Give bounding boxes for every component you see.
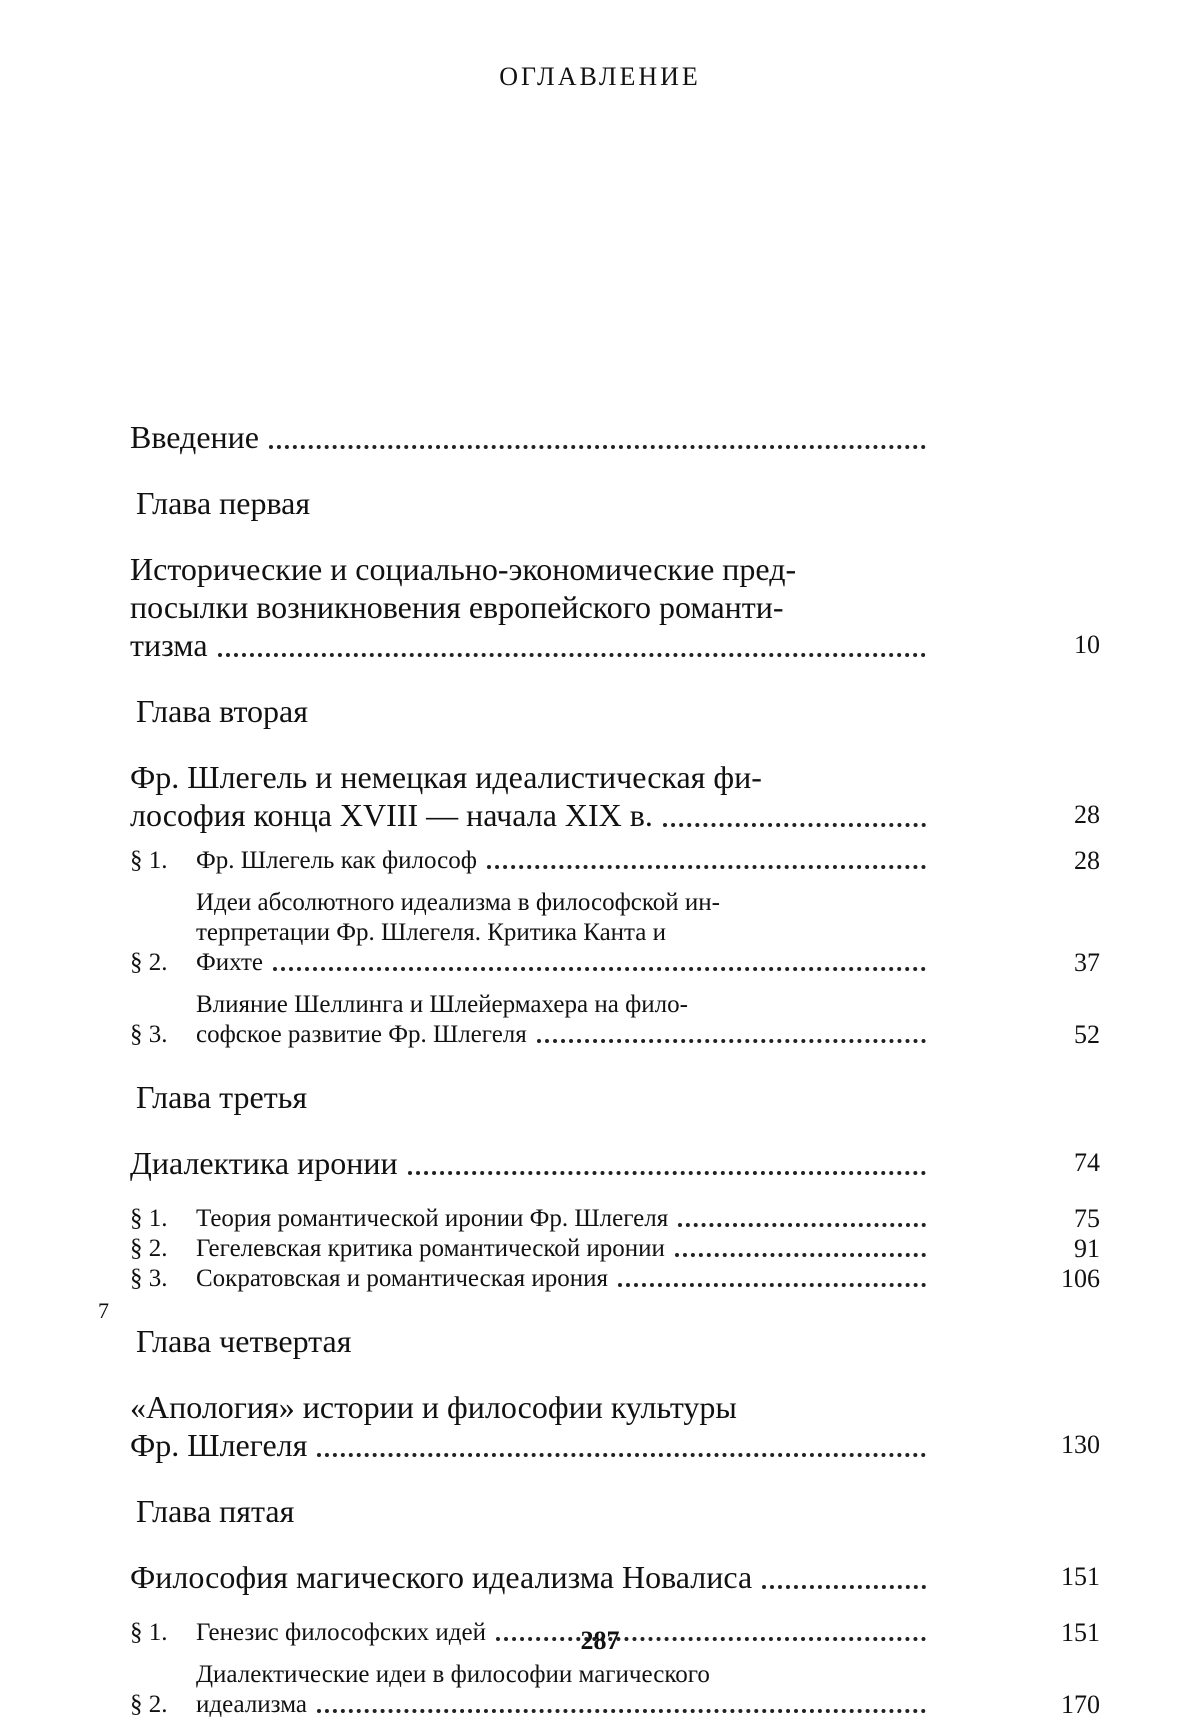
section-line: Влияние Шеллинга и Шлейермахера на фило-: [196, 991, 688, 1018]
toc-entry-title: Диалектика иронии: [130, 1145, 398, 1181]
section-title: Генезис философских идей: [196, 1619, 486, 1646]
toc-section-2-1[interactable]: [130, 846, 1100, 876]
table-of-contents: [130, 418, 1100, 1720]
section-title: Теория романтической иронии Фр. Шлегеля: [196, 1205, 669, 1232]
dot-leader: [317, 1453, 926, 1457]
section-line: идеализма: [196, 1691, 307, 1718]
section-line: Идеи абсолютного идеализма в философской ин-: [196, 889, 720, 916]
dot-leader: [269, 445, 926, 449]
section-number: § 1.: [130, 847, 168, 874]
dot-leader: [618, 1283, 926, 1287]
section-number: § 2.: [130, 1691, 168, 1718]
toc-entry-page: 10: [1074, 630, 1100, 659]
toc-entry-chapter-5[interactable]: [130, 1558, 1100, 1596]
toc-entry-line: «Апология» истории и философии культуры: [130, 1389, 737, 1425]
toc-entry-page: 74: [1074, 1148, 1100, 1177]
dot-leader: [487, 865, 926, 869]
page-number: 287: [580, 1626, 620, 1655]
toc-section-2-3[interactable]: [130, 990, 1100, 1050]
section-number: § 3.: [130, 1021, 168, 1048]
toc-section-5-2[interactable]: [130, 1660, 1100, 1720]
toc-section-3-2[interactable]: [130, 1234, 1100, 1264]
page-title: ОГЛАВЛЕНИЕ: [499, 62, 701, 91]
toc-entry-page: 28: [1074, 846, 1100, 875]
chapter-label-5: Глава пятая: [136, 1493, 295, 1529]
toc-entry-page: 106: [1061, 1264, 1100, 1293]
toc-entry-page: 52: [1074, 1020, 1100, 1049]
chapter-label-3: Глава третья: [136, 1079, 308, 1115]
dot-leader: [218, 653, 926, 657]
section-title: Фр. Шлегель как философ: [196, 847, 477, 874]
toc-entry-intro[interactable]: [130, 418, 1100, 456]
toc-entry-page: 28: [1074, 800, 1100, 829]
section-title: Гегелевская критика романтической иронии: [196, 1235, 665, 1262]
dot-leader: [675, 1253, 926, 1257]
toc-entry-page: 91: [1074, 1234, 1100, 1263]
toc-section-3-1[interactable]: [130, 1204, 1100, 1234]
section-line: Диалектические идеи в философии магического: [196, 1661, 710, 1688]
toc-entry-page: 151: [1061, 1562, 1100, 1591]
section-number: § 2.: [130, 949, 168, 976]
toc-entry-line: Фр. Шлегель и немецкая идеалистическая фи-: [130, 759, 762, 795]
toc-entry-line: посылки возникновения европейского романти-: [130, 589, 784, 625]
toc-entry-chapter-1[interactable]: [130, 550, 1100, 664]
toc-entry-line: тизма: [130, 627, 208, 663]
dot-leader: [762, 1585, 926, 1589]
toc-entry-title: Философия магического идеализма Новалиса: [130, 1559, 753, 1595]
toc-entry-page: 151: [1061, 1618, 1100, 1647]
dot-leader: [317, 1709, 926, 1713]
section-number: § 1.: [130, 1205, 168, 1232]
toc-entry-page: 75: [1074, 1204, 1100, 1233]
toc-section-2-2[interactable]: [130, 888, 1100, 978]
section-number: § 1.: [130, 1619, 168, 1646]
toc-entry-title: Введение: [130, 419, 259, 455]
section-title: Сократовская и романтическая ирония: [196, 1265, 608, 1292]
section-number: § 2.: [130, 1235, 168, 1262]
section-line: Фихте: [196, 949, 264, 976]
dot-leader: [663, 823, 926, 827]
toc-entry-line: Фр. Шлегеля: [130, 1427, 308, 1463]
toc-entry-page: 170: [1061, 1690, 1100, 1719]
dot-leader: [537, 1039, 926, 1043]
toc-entry-page: 130: [1061, 1430, 1100, 1459]
toc-entry-page: 37: [1074, 948, 1100, 977]
toc-entry-chapter-4[interactable]: [130, 1388, 1100, 1464]
chapter-label-1: Глава первая: [136, 485, 311, 521]
toc-entry-line: лософия конца XVIII — начала XIX в.: [130, 797, 653, 833]
chapter-label-2: Глава вторая: [136, 693, 308, 729]
dot-leader: [678, 1223, 926, 1227]
toc-entry-chapter-3[interactable]: [130, 1144, 1100, 1182]
toc-entry-chapter-2[interactable]: [130, 758, 1100, 834]
chapter-label-4: Глава четвертая: [136, 1323, 352, 1359]
dot-leader: [273, 967, 926, 971]
section-line: терпретации Фр. Шлегеля. Критика Канта и: [196, 919, 666, 946]
section-number: § 3.: [130, 1265, 168, 1292]
section-line: софское развитие Фр. Шлегеля: [196, 1021, 527, 1048]
toc-entry-line: Исторические и социально-экономические пред-: [130, 551, 797, 587]
dot-leader: [408, 1171, 926, 1175]
margin-mark: 7: [98, 1298, 109, 1323]
toc-section-3-3[interactable]: [130, 1264, 1100, 1294]
